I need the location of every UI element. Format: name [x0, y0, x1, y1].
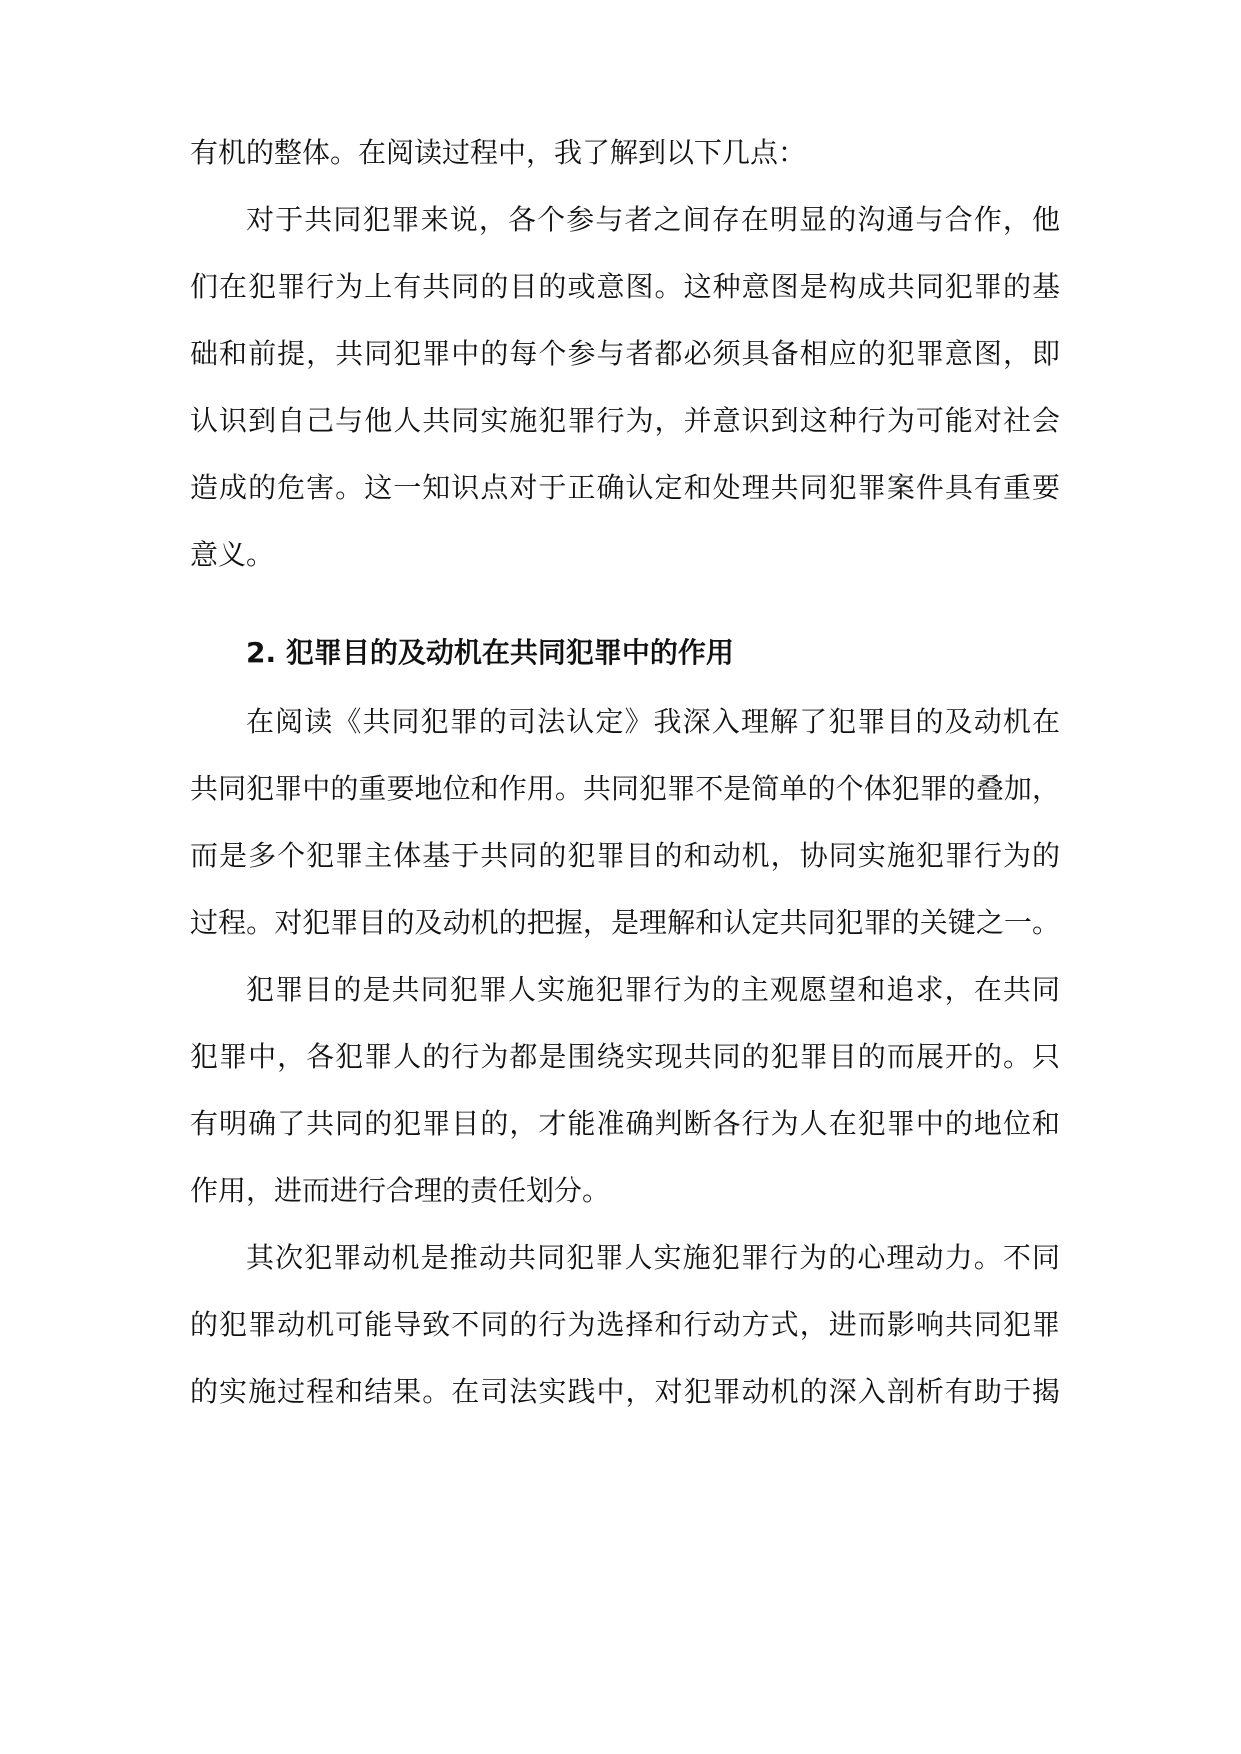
paragraph-line: 共同犯罪中的重要地位和作用。共同犯罪不是简单的个体犯罪的叠加， [190, 772, 1060, 805]
paragraph-line: 有机的整体。在阅读过程中，我了解到以下几点： [190, 136, 807, 169]
paragraph-line: 有明确了共同的犯罪目的，才能准确判断各行为人在犯罪中的地位和 [190, 1107, 1060, 1140]
paragraph-line: 犯罪目的是共同犯罪人实施犯罪行为的主观愿望和追求，在共同 [246, 973, 1060, 1006]
paragraph-line: 犯罪中，各犯罪人的行为都是围绕实现共同的犯罪目的而展开的。只 [190, 1040, 1060, 1073]
paragraph-line: 意义。 [190, 538, 275, 571]
paragraph-line: 对于共同犯罪来说，各个参与者之间存在明显的沟通与合作，他 [246, 203, 1060, 236]
paragraph-line: 而是多个犯罪主体基于共同的犯罪目的和动机，协同实施犯罪行为的 [190, 839, 1060, 872]
paragraph-line: 的犯罪动机可能导致不同的行为选择和行动方式，进而影响共同犯罪 [190, 1308, 1060, 1341]
paragraph-line: 在阅读《共同犯罪的司法认定》我深入理解了犯罪目的及动机在 [246, 705, 1060, 738]
paragraph-line: 过程。对犯罪目的及动机的把握，是理解和认定共同犯罪的关键之一。 [190, 906, 1060, 939]
paragraph-line: 认识到自己与他人共同实施犯罪行为，并意识到这种行为可能对社会 [190, 404, 1060, 437]
paragraph-line: 们在犯罪行为上有共同的目的或意图。这种意图是构成共同犯罪的基 [190, 270, 1060, 303]
paragraph-line: 作用，进而进行合理的责任划分。 [190, 1174, 611, 1207]
paragraph-line: 造成的危害。这一知识点对于正确认定和处理共同犯罪案件具有重要 [190, 471, 1060, 504]
paragraph-line: 其次犯罪动机是推动共同犯罪人实施犯罪行为的心理动力。不同 [246, 1241, 1060, 1274]
paragraph-line: 的实施过程和结果。在司法实践中，对犯罪动机的深入剖析有助于揭 [190, 1375, 1060, 1408]
section-heading: 2. 犯罪目的及动机在共同犯罪中的作用 [246, 636, 734, 669]
paragraph-line: 础和前提，共同犯罪中的每个参与者都必须具备相应的犯罪意图，即 [190, 337, 1060, 370]
